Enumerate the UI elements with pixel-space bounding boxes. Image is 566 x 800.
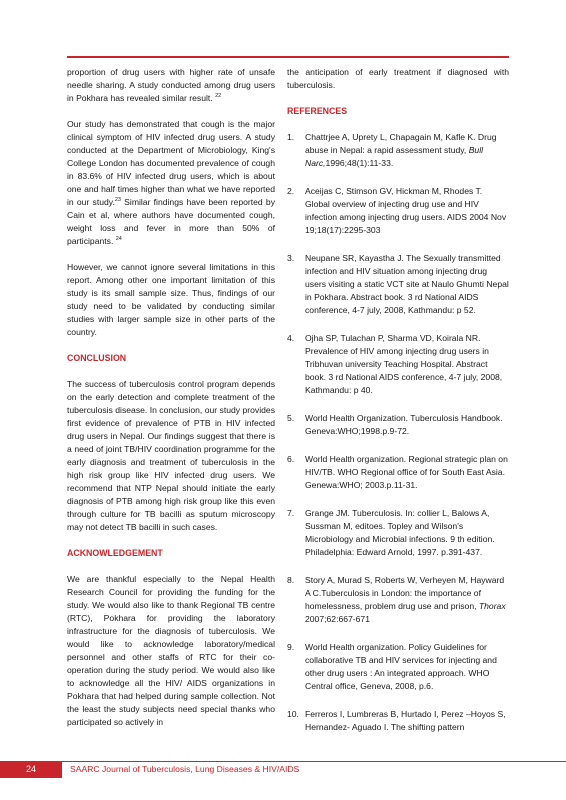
- reference-text: Ferreros I, Lumbreras B, Hurtado I, Perez –Hoyos S, Hernandez- Aguado I. The shifting pattern: [305, 709, 506, 732]
- reference-number: 1.: [287, 132, 295, 142]
- reference-item: [287, 507, 509, 559]
- reference-item: [287, 252, 509, 317]
- reference-number: 4.: [287, 333, 295, 343]
- reference-text: Neupane SR, Kayastha J. The Sexually transmitted infection and HIV situation among injecting drug users visiting a static VCT site at Naulo Ghumti Nepal in Pokhara. Abstract book. 3 rd National AIDS conference, 4-7 july, 2008, Kathmandu: p 52.: [305, 253, 509, 315]
- conclusion-heading: CONCLUSION: [67, 353, 127, 363]
- right-column: [287, 66, 509, 749]
- reference-text: World Health organization. Regional strategic plan on HIV/TB. WHO Regional office of for South East Asia. Genewa:WHO; 2003.p.11-31.: [305, 454, 508, 490]
- reference-text: Aceijas C, Stimson GV, Hickman M, Rhodes T. Global overview of injecting drug use and HIV infection among injecting drug users. AIDS 2004 Nov 19;18(17):2295-303: [305, 186, 507, 235]
- footer: [0, 761, 566, 778]
- reference-text: Chattrjee A, Uprety L, Chapagain M, Kafle K. Drug abuse in Nepal: a rapid assessment study,: [305, 132, 497, 155]
- reference-item: [287, 574, 509, 626]
- paragraph-limitations: However, we cannot ignore several limitations in this report. Among other one important limitation of this study is its small sample size. Thus, findings of our study need to be validated by conducting similar studies with larger sample size in other parts of the country.: [67, 262, 275, 337]
- reference-item: [287, 641, 509, 693]
- reference-journal: Thorax: [478, 601, 506, 611]
- reference-number: 6.: [287, 454, 295, 464]
- paragraph-cough: Our study has demonstrated that cough is the major clinical symptom of HIV infected drug users. A study conducted at the Department of Microbiology, King's College London has documented prevalence of cough in 83.6% of HIV infected drug users, which is about one and half times higher than what we have reported in our study.$^{23}$ Similar findings have been reported by Cain et al, where authors have documented cough, weight loss and fever in more than 50% of participants. $^{24}$: [67, 119, 275, 246]
- paragraph-unsafe-needle: proportion of drug users with higher rate of unsafe needle sharing. A study conducted among drug users in Pokhara has revealed similar result. $^{22}$: [67, 67, 275, 103]
- reference-number: 9.: [287, 642, 295, 652]
- reference-list: [287, 131, 509, 734]
- left-column: [67, 66, 275, 729]
- header-rule: [67, 56, 509, 58]
- page-number: 24: [0, 761, 62, 778]
- reference-item: [287, 332, 509, 397]
- paragraph-acknowledgement: We are thankful especially to the Nepal Health Research Council for providing the funding for the study. We would also like to thank Regional TB centre (RTC), Pokhara for providing the laboratory infrastructure for the diagnosis of tuberculosis. We would like to acknowledge laboratory/medical personnel and other staffs of RTC for their co-operation during the study period. We would also like to acknowledge all the HIV/ AIDS organizations in Pokhara that had helped during sample collection. Not the least the study subjects need special thanks who participated so actively in: [67, 574, 275, 727]
- reference-text: World Health Organization. Tuberculosis Handbook. Geneva:WHO;1998.p.9-72.: [305, 413, 503, 436]
- reference-number: 2.: [287, 186, 295, 196]
- citation-22: 22: [215, 93, 222, 100]
- reference-number: 10.: [287, 709, 299, 719]
- reference-text-end: 2007;62:667-671: [305, 614, 370, 624]
- reference-number: 7.: [287, 508, 295, 518]
- reference-item: [287, 185, 509, 237]
- reference-text: World Health organization. Policy Guidelines for collaborative TB and HIV services for injecting and other drug users : An integrated approach. WHO Central office, Geneva, 2008, p.6.: [305, 642, 497, 691]
- citation-24: 24: [115, 236, 122, 243]
- journal-name: SAARC Journal of Tuberculosis, Lung Diseases & HIV/AIDS: [70, 764, 300, 774]
- reference-text: Story A, Murad S, Roberts W, Verheyen M, Hayward A C.Tuberculosis in London: the importance of homelessness, problem drug use and prison,: [305, 575, 505, 611]
- reference-item: [287, 412, 509, 438]
- reference-number: 3.: [287, 253, 295, 263]
- reference-text-end: 1996;48(1):11-33.: [325, 158, 394, 168]
- reference-item: [287, 453, 509, 492]
- paragraph-conclusion: The success of tuberculosis control program depends on the early detection and complete treatment of the tuberculosis disease. In conclusion, our study provides first evidence of prevalence of PTB in HIV infected drug users in Nepal. Our findings suggest that there is a need of joint TB/HIV coordination programme for the early diagnosis and treatment of tuberculosis in the high risk group like HIV infected drug users. We recommend that NTP Nepal should initiate the early diagnosis of PTB among high risk group like this even through culture for TB bacilli as sputum microscopy may not detect TB bacilli in such cases.: [67, 379, 275, 532]
- reference-number: 8.: [287, 575, 295, 585]
- reference-text: Grange JM. Tuberculosis. In: collier L, Balows A, Sussman M, editoes. Topley and Wilson's Microbiology and Microbial infections. 9 th edition. Philadelphia: Edward Arnold, 1997. p.391-437.: [305, 508, 495, 557]
- reference-item: [287, 708, 509, 734]
- paragraph-continued: the anticipation of early treatment if diagnosed with tuberculosis.: [287, 67, 509, 90]
- references-heading: REFERENCES: [287, 106, 348, 116]
- reference-number: 5.: [287, 413, 295, 423]
- reference-text: Ojha SP, Tulachan P, Sharma VD, Koirala NR. Prevalence of HIV among injecting drug users in Tribhuvan university Teaching Hospital. Abstract book. 3 rd National AIDS conference, 4-7 july, 2008, Kathmandu: p 40.: [305, 333, 503, 395]
- acknowledgement-heading: ACKNOWLEDGEMENT: [67, 548, 163, 558]
- citation-23: 23: [114, 197, 121, 204]
- reference-item: [287, 131, 509, 170]
- reference-journal: Bull Narc,: [305, 145, 484, 168]
